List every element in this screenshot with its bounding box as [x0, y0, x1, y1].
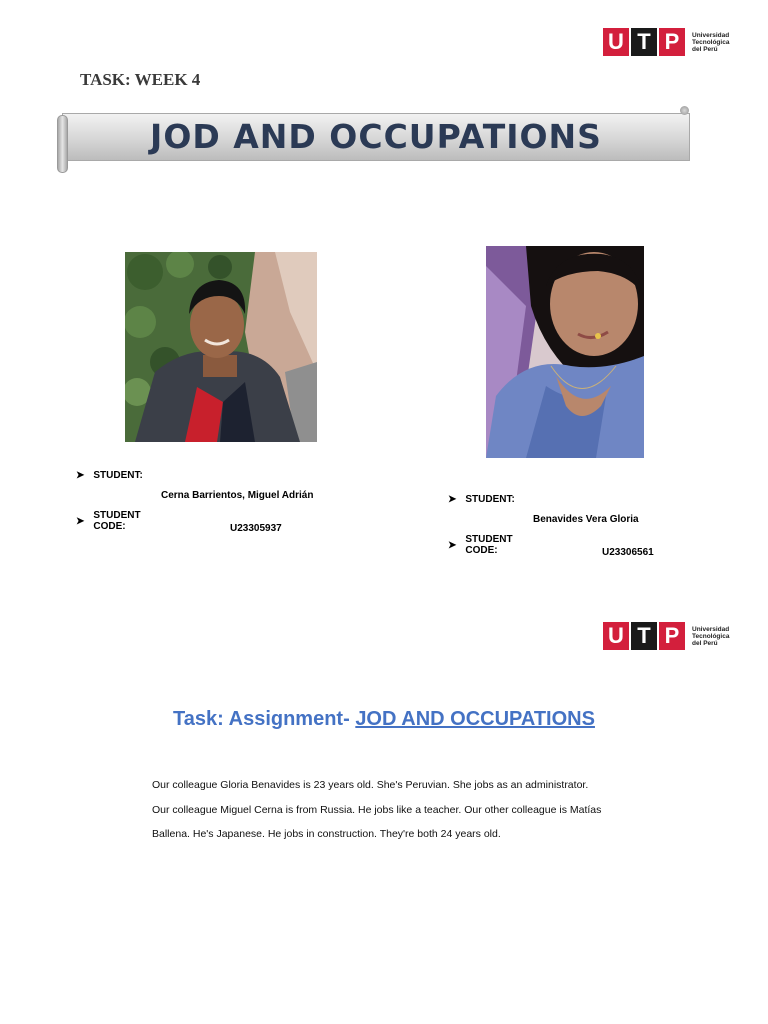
- logo-university-name: Universidad Tecnológica del Perú: [692, 625, 730, 647]
- task-week-heading: TASK: WEEK 4: [80, 70, 201, 89]
- student-label: STUDENT:: [93, 470, 143, 481]
- student-code-label: STUDENT CODE:: [465, 534, 513, 556]
- student-photo-female: [486, 246, 644, 458]
- logo-letter-u: U: [603, 28, 629, 56]
- assignment-paragraph: [152, 773, 622, 847]
- arrow-bullet-icon: ➤: [76, 515, 85, 527]
- student-label-row: [76, 470, 143, 481]
- student-label-row: [448, 494, 515, 505]
- logo-letter-t: T: [631, 28, 657, 56]
- assignment-title-link[interactable]: JOD AND OCCUPATIONS: [355, 708, 595, 730]
- logo-university-name: Universidad Tecnológica del Perú: [692, 31, 730, 53]
- student-photo-male: [125, 252, 317, 442]
- banner-scroll-curl-right: [680, 106, 689, 115]
- arrow-bullet-icon: ➤: [448, 494, 457, 505]
- arrow-bullet-icon: ➤: [76, 470, 85, 481]
- student-name: Cerna Barrientos, Miguel Adrián: [161, 490, 314, 501]
- arrow-bullet-icon: ➤: [448, 539, 457, 551]
- student-code-label-row: [448, 534, 513, 556]
- utp-logo-second: [603, 622, 744, 650]
- banner-title: JOD AND OCCUPATIONS: [150, 117, 602, 156]
- student-code-value: U23306561: [602, 547, 654, 558]
- student-name: Benavides Vera Gloria: [533, 514, 639, 525]
- logo-letter-p: P: [659, 28, 685, 56]
- logo-letter-t: T: [631, 622, 657, 650]
- student-code-value: U23305937: [230, 523, 282, 534]
- assignment-title: [0, 708, 768, 731]
- student-code-label: STUDENT CODE:: [93, 510, 141, 532]
- logo-letter-u: U: [603, 622, 629, 650]
- utp-logo-top: [603, 28, 744, 56]
- student-label: STUDENT:: [465, 494, 515, 505]
- logo-letter-p: P: [659, 622, 685, 650]
- student-code-label-row: [76, 510, 141, 532]
- paragraph-line: Our colleague Miguel Cerna is from Russia. He jobs like a teacher. Our other colleague is Matías: [152, 803, 602, 816]
- title-banner: [62, 113, 690, 161]
- paragraph-line: Ballena. He's Japanese. He jobs in construction. They're both 24 years old.: [152, 828, 501, 840]
- paragraph-line: Our colleague Gloria Benavides is 23 years old. She's Peruvian. She jobs as an administrator.: [152, 779, 589, 791]
- assignment-title-prefix: Task: Assignment-: [173, 708, 356, 730]
